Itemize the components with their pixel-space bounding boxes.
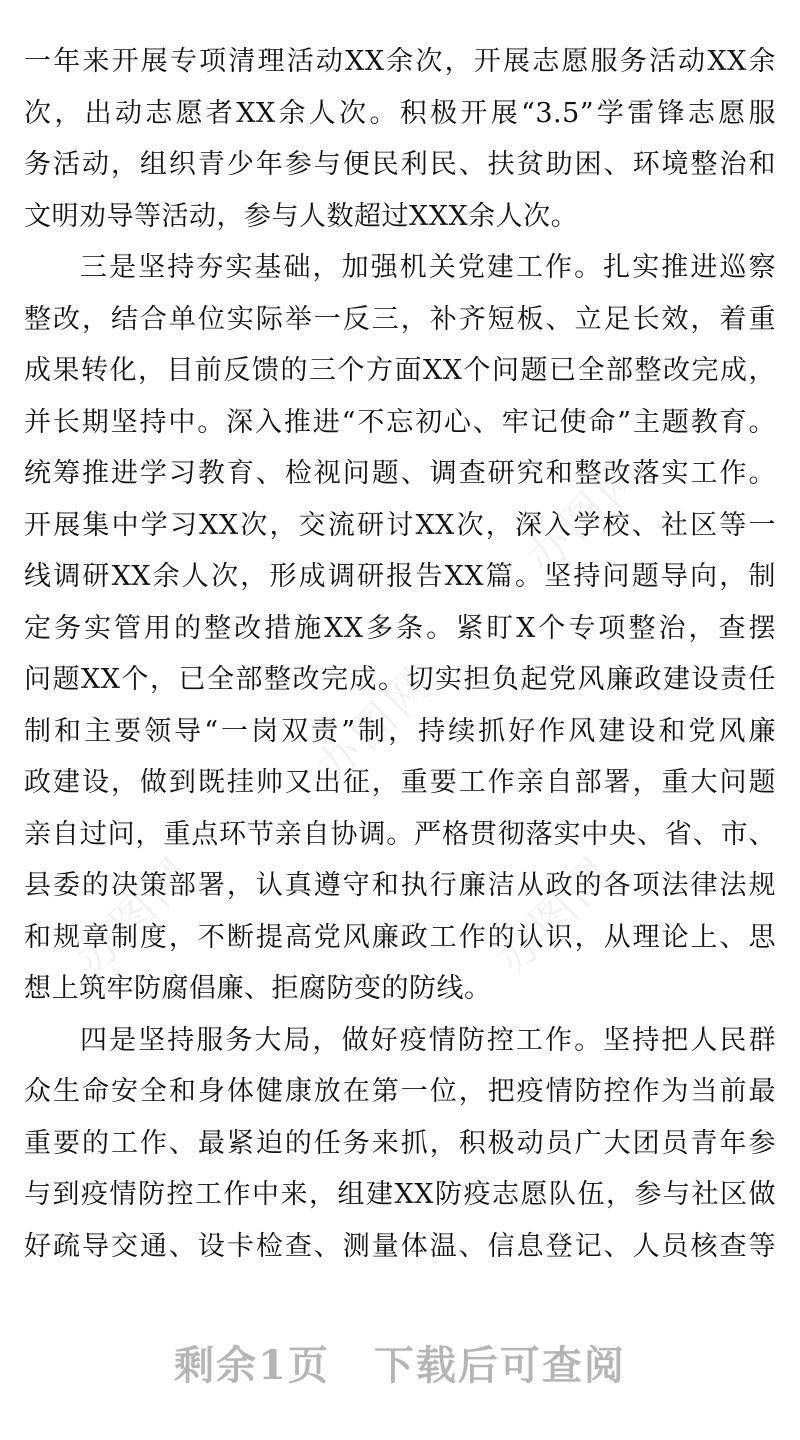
download-prompt[interactable] <box>0 1334 800 1391</box>
text-line: 统筹推进学习教育、检视问题、调查研究和整改落实工作。 <box>24 458 776 489</box>
watermark: 办图网 <box>306 656 445 795</box>
text-line: 好疏导交通、设卡检查、测量体温、信息登记、人员核查等 <box>24 1231 776 1262</box>
text-line: 成果转化，目前反馈的三个方面XX个问题已全部整改完成， <box>24 355 776 386</box>
watermark: 办图网 <box>486 846 625 985</box>
text-line: 县委的决策部署，认真遵守和执行廉洁从政的各项法律法规 <box>24 870 776 901</box>
paragraph-heading-line: 三是坚持夯实基础，加强机关党建工作。扎实推进巡察 <box>80 252 776 283</box>
text-line: 开展集中学习XX次，交流研讨XX次，深入学校、社区等一 <box>24 510 776 541</box>
paragraph-heading-line: 四是坚持服务大局，做好疫情防控工作。坚持把人民群 <box>80 1025 776 1056</box>
text-line: 线调研XX余人次，形成调研报告XX篇。坚持问题导向，制 <box>24 561 776 592</box>
remaining-pages-label: 剩余1页 <box>174 1342 330 1389</box>
text-line: 亲自过问，重点环节亲自协调。严格贯彻落实中央、省、市、 <box>24 819 776 850</box>
text-line: 定务实管用的整改措施XX多条。紧盯X个专项整治，查摆 <box>24 613 776 644</box>
text-line: 一年来开展专项清理活动XX余次，开展志愿服务活动XX余 <box>24 46 776 77</box>
text-line: 并长期坚持中。深入推进“不忘初心、牢记使命”主题教育。 <box>24 407 776 438</box>
text-line: 众生命安全和身体健康放在第一位，把疫情防控作为当前最 <box>24 1076 776 1107</box>
text-line: 问题XX个，已全部整改完成。切实担负起党风廉政建设责任 <box>24 664 776 695</box>
text-line: 次，出动志愿者XX余人次。积极开展“3.5”学雷锋志愿服 <box>24 98 776 129</box>
watermark: 办图网 <box>516 446 655 585</box>
text-line: 务活动，组织青少年参与便民利民、扶贫助困、环境整治和 <box>24 149 776 180</box>
text-line: 文明劝导等活动，参与人数超过XXX余人次。 <box>24 201 579 232</box>
download-to-view-label: 下载后可查阅 <box>373 1342 626 1389</box>
text-line: 与到疫情防控工作中来，组建XX防疫志愿队伍，参与社区做 <box>24 1179 776 1210</box>
text-line: 重要的工作、最紧迫的任务来抓，积极动员广大团员青年参 <box>24 1128 776 1159</box>
text-line: 整改，结合单位实际举一反三，补齐短板、立足长效，着重 <box>24 304 776 335</box>
text-line: 制和主要领导“一岗双责”制，持续抓好作风建设和党风廉 <box>24 716 776 747</box>
text-line: 和规章制度，不断提高党风廉政工作的认识，从理论上、思 <box>24 922 776 953</box>
text-line: 想上筑牢防腐倡廉、拒腐防变的防线。 <box>24 973 492 1004</box>
text-line: 政建设，做到既挂帅又出征，重要工作亲自部署，重大问题 <box>24 767 776 798</box>
watermark: 办图网 <box>66 846 205 985</box>
